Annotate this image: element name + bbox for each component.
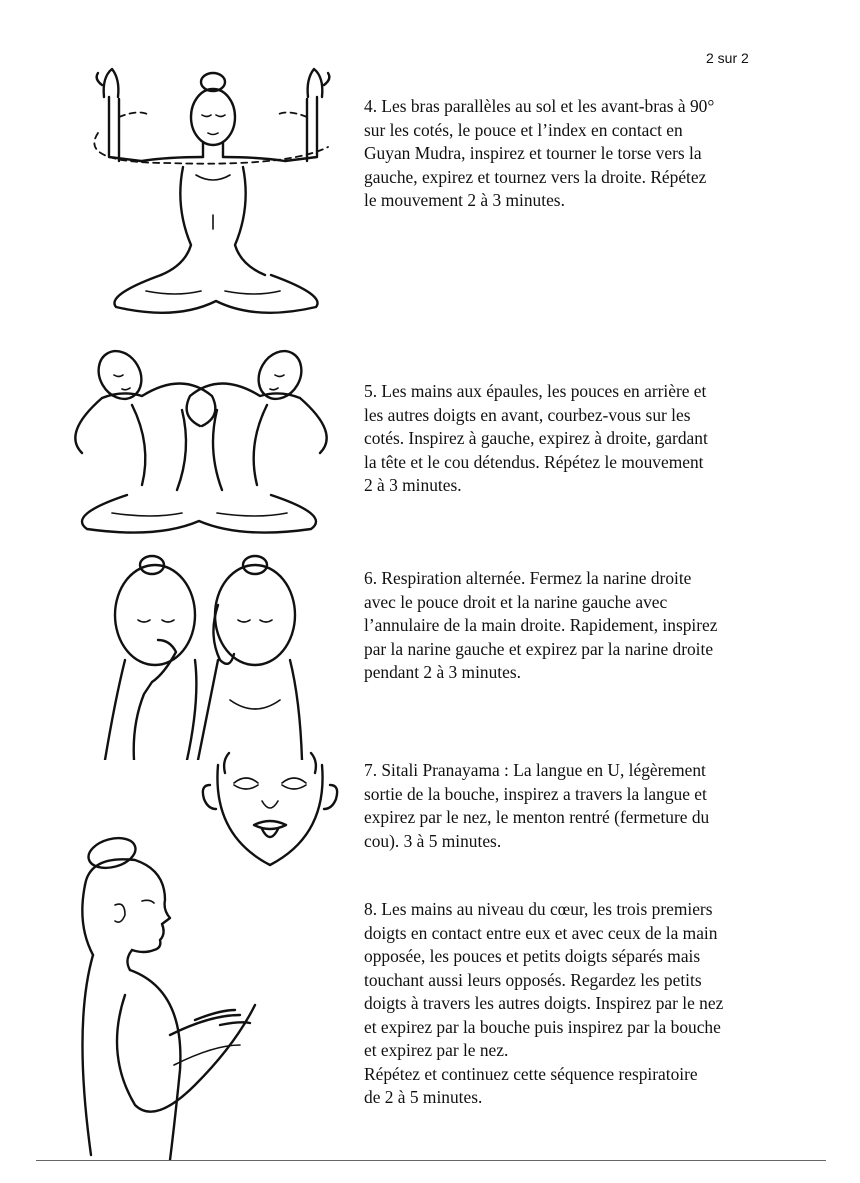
seated-torso-twist-illustration <box>88 55 338 320</box>
side-bend-illustration <box>52 335 347 535</box>
instruction-4: 4. Les bras parallèles au sol et les avant-bras à 90° sur les cotés, le pouce et l’index en contact en Guyan Mudra, inspirez et tourner le torse vers la gauche, expirez et tournez vers la droite. Répétez le mouvement 2 à 3 minutes. <box>364 96 715 210</box>
heart-level-hands-illustration <box>70 835 260 1160</box>
bottom-rule <box>36 1160 826 1161</box>
instruction-8: 8. Les mains au niveau du cœur, les trois premiers doigts en contact entre eux et avec ceux de la main opposée, les pouces et petits doigts séparés mais touchant aussi leurs opposés. Regardez les petits doigts à travers les autres doigts. Inspirez par le nez et expirez par la bouche puis inspirez par la bouche et expirez par le nez. Répétez et continuez cette séquence respiratoire de 2 à 5 minutes. <box>364 899 724 1107</box>
instruction-7: 7. Sitali Pranayama : La langue en U, légèrement sortie de la bouche, inspirez a travers la langue et expirez par le nez, le menton rentré (fermeture du cou). 3 à 5 minutes. <box>364 760 710 851</box>
instruction-5: 5. Les mains aux épaules, les pouces en arrière et les autres doigts en avant, courbez-vous sur les cotés. Inspirez à gauche, expirez à droite, gardant la tête et le cou détendus. Répétez le mouvement 2 à 3 minutes. <box>364 381 708 495</box>
page-number: 2 sur 2 <box>706 50 749 66</box>
alternate-nostril-breathing-illustration <box>100 550 310 760</box>
instruction-6: 6. Respiration alternée. Fermez la narine droite avec le pouce droit et la narine gauche avec l’annulaire de la main droite. Rapidement, inspirez par la narine gauche et expirez par la narine droite pendant 2 à 3 minutes. <box>364 568 718 682</box>
